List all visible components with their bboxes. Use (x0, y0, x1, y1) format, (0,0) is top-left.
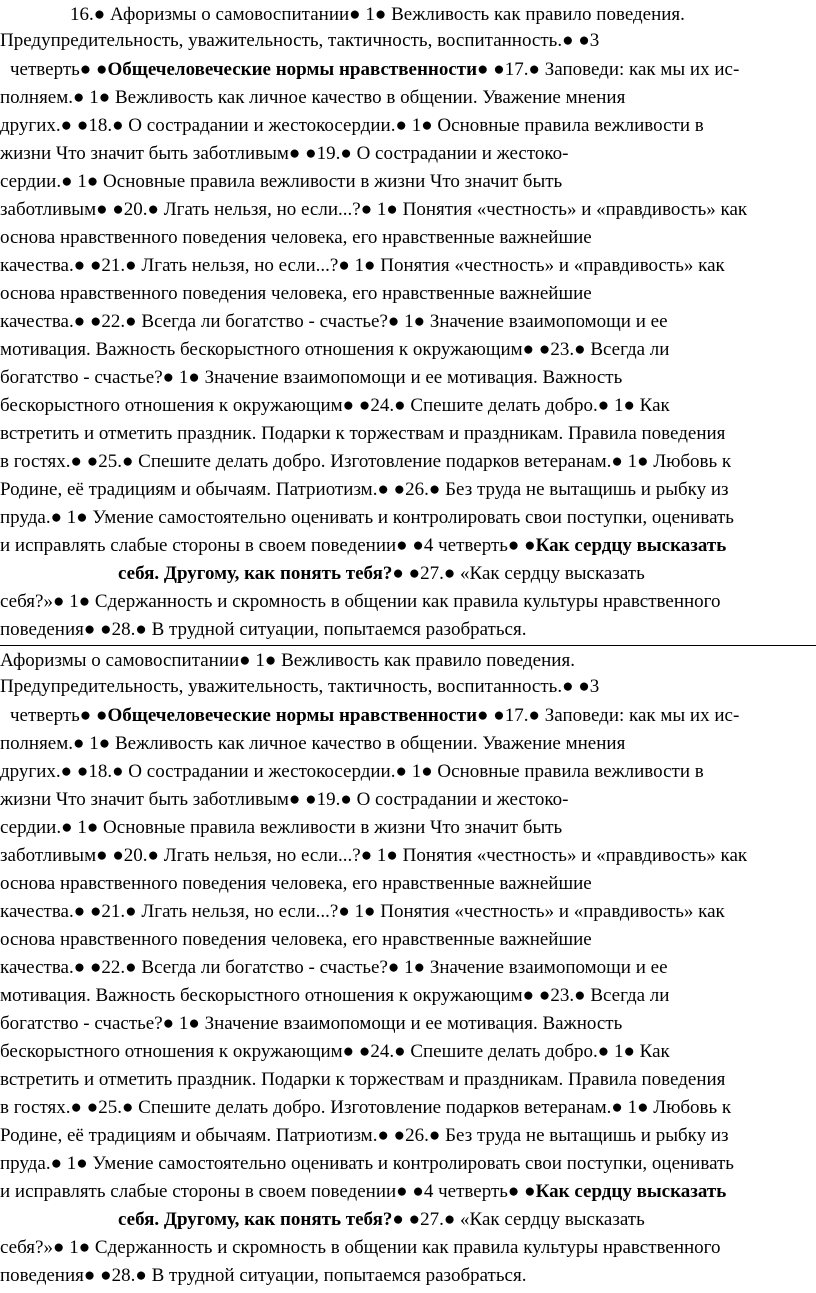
text-line: себя?»● 1● Сдержанность и скромность в общении как правила культуры нравственного (0, 591, 721, 612)
text-line: сердии.● 1● Основные правила вежливости в жизни Что значит быть (0, 171, 563, 192)
text-line: поведения● ●28.● В трудной ситуации, попытаемся разобраться. (0, 619, 527, 640)
text-line: себя?»● 1● Сдержанность и скромность в общении как правила культуры нравственного (0, 1237, 721, 1258)
text-line: жизни Что значит быть заботливым● ●19.● О сострадании и жестоко- (0, 789, 569, 810)
text-line: заботливым● ●20.● Лгать нельзя, но если...?● 1● Понятия «честность» и «правдивость» как (0, 845, 748, 866)
text-line: Предупредительность, уважительность, тактичность, воспитанность.● ●3 (0, 30, 600, 51)
text-line: мотивация. Важность бескорыстного отношения к окружающим● ●23.● Всегда ли (0, 339, 670, 360)
text-line: сердии.● 1● Основные правила вежливости в жизни Что значит быть (0, 817, 563, 838)
text-line: себя. Другому, как понять тебя?● ●27.● «Как сердцу высказать (118, 563, 645, 584)
text-line: основа нравственного поведения человека, его нравственные важнейшие (0, 929, 592, 950)
text-line: других.● ●18.● О сострадании и жестокосердии.● 1● Основные правила вежливости в (0, 761, 704, 782)
text-line: в гостях.● ●25.● Спешите делать добро. Изготовление подарков ветеранам.● 1● Любовь к (0, 1097, 732, 1118)
text-line: полняем.● 1● Вежливость как личное качество в общении. Уважение мнения (0, 733, 626, 754)
text-line: заботливым● ●20.● Лгать нельзя, но если...?● 1● Понятия «честность» и «правдивость» как (0, 199, 748, 220)
horizontal-divider (0, 645, 816, 646)
text-line: других.● ●18.● О сострадании и жестокосердии.● 1● Основные правила вежливости в (0, 115, 704, 136)
text-line: богатство - счастье?● 1● Значение взаимопомощи и ее мотивация. Важность (0, 1013, 623, 1034)
text-line: Родине, её традициям и обычаям. Патриотизм.● ●26.● Без труда не вытащишь и рыбку из (0, 1125, 729, 1146)
bold-heading-text: ●Общечеловеческие нормы нравственности● (96, 59, 489, 80)
text-line: встретить и отметить праздник. Подарки к торжествам и праздникам. Правила поведения (0, 423, 726, 444)
bold-heading-text: ●Общечеловеческие нормы нравственности● (96, 705, 489, 726)
text-line: и исправлять слабые стороны в своем поведении● ●4 четверть● ●Как сердцу высказать (0, 535, 727, 556)
text-line: Предупредительность, уважительность, тактичность, воспитанность.● ●3 (0, 676, 600, 697)
text-line: качества.● ●21.● Лгать нельзя, но если...?● 1● Понятия «честность» и «правдивость» как (0, 901, 725, 922)
text-line: основа нравственного поведения человека, его нравственные важнейшие (0, 227, 592, 248)
text-line: Афоризмы о самовоспитании● 1● Вежливость как правило поведения. (0, 650, 575, 671)
text-line: пруда.● 1● Умение самостоятельно оценивать и контролировать свои поступки, оценивать (0, 507, 734, 528)
text-line: мотивация. Важность бескорыстного отношения к окружающим● ●23.● Всегда ли (0, 985, 670, 1006)
text-line: качества.● ●22.● Всегда ли богатство - счастье?● 1● Значение взаимопомощи и ее (0, 311, 668, 332)
text-line: себя. Другому, как понять тебя?● ●27.● «Как сердцу высказать (118, 1209, 645, 1230)
text-line: пруда.● 1● Умение самостоятельно оценивать и контролировать свои поступки, оценивать (0, 1153, 734, 1174)
text-line: встретить и отметить праздник. Подарки к торжествам и праздникам. Правила поведения (0, 1069, 726, 1090)
text-line: 16.● Афоризмы о самовоспитании● 1● Вежливость как правило поведения. (70, 4, 685, 25)
text-line: богатство - счастье?● 1● Значение взаимопомощи и ее мотивация. Важность (0, 367, 623, 388)
text-line: полняем.● 1● Вежливость как личное качество в общении. Уважение мнения (0, 87, 626, 108)
text-line: качества.● ●22.● Всегда ли богатство - счастье?● 1● Значение взаимопомощи и ее (0, 957, 668, 978)
bold-heading-text: себя. Другому, как понять тебя?● (118, 563, 404, 584)
text-line: в гостях.● ●25.● Спешите делать добро. Изготовление подарков ветеранам.● 1● Любовь к (0, 451, 732, 472)
text-line: четверть● ●Общечеловеческие нормы нравственности● ●17.● Заповеди: как мы их ис- (10, 59, 740, 80)
bold-heading-text: ●Как сердцу высказать (524, 1181, 727, 1202)
text-line: основа нравственного поведения человека, его нравственные важнейшие (0, 283, 592, 304)
bold-heading-text: себя. Другому, как понять тебя?● (118, 1209, 404, 1230)
text-line: Родине, её традициям и обычаям. Патриотизм.● ●26.● Без труда не вытащишь и рыбку из (0, 479, 729, 500)
text-line: качества.● ●21.● Лгать нельзя, но если...?● 1● Понятия «честность» и «правдивость» как (0, 255, 725, 276)
text-line: бескорыстного отношения к окружающим● ●24.● Спешите делать добро.● 1● Как (0, 1041, 670, 1062)
text-line: жизни Что значит быть заботливым● ●19.● О сострадании и жестоко- (0, 143, 569, 164)
bold-heading-text: ●Как сердцу высказать (524, 535, 727, 556)
text-line: четверть● ●Общечеловеческие нормы нравственности● ●17.● Заповеди: как мы их ис- (10, 705, 740, 726)
text-line: основа нравственного поведения человека, его нравственные важнейшие (0, 873, 592, 894)
text-line: бескорыстного отношения к окружающим● ●24.● Спешите делать добро.● 1● Как (0, 395, 670, 416)
text-line: и исправлять слабые стороны в своем поведении● ●4 четверть● ●Как сердцу высказать (0, 1181, 727, 1202)
text-line: поведения● ●28.● В трудной ситуации, попытаемся разобраться. (0, 1265, 527, 1286)
